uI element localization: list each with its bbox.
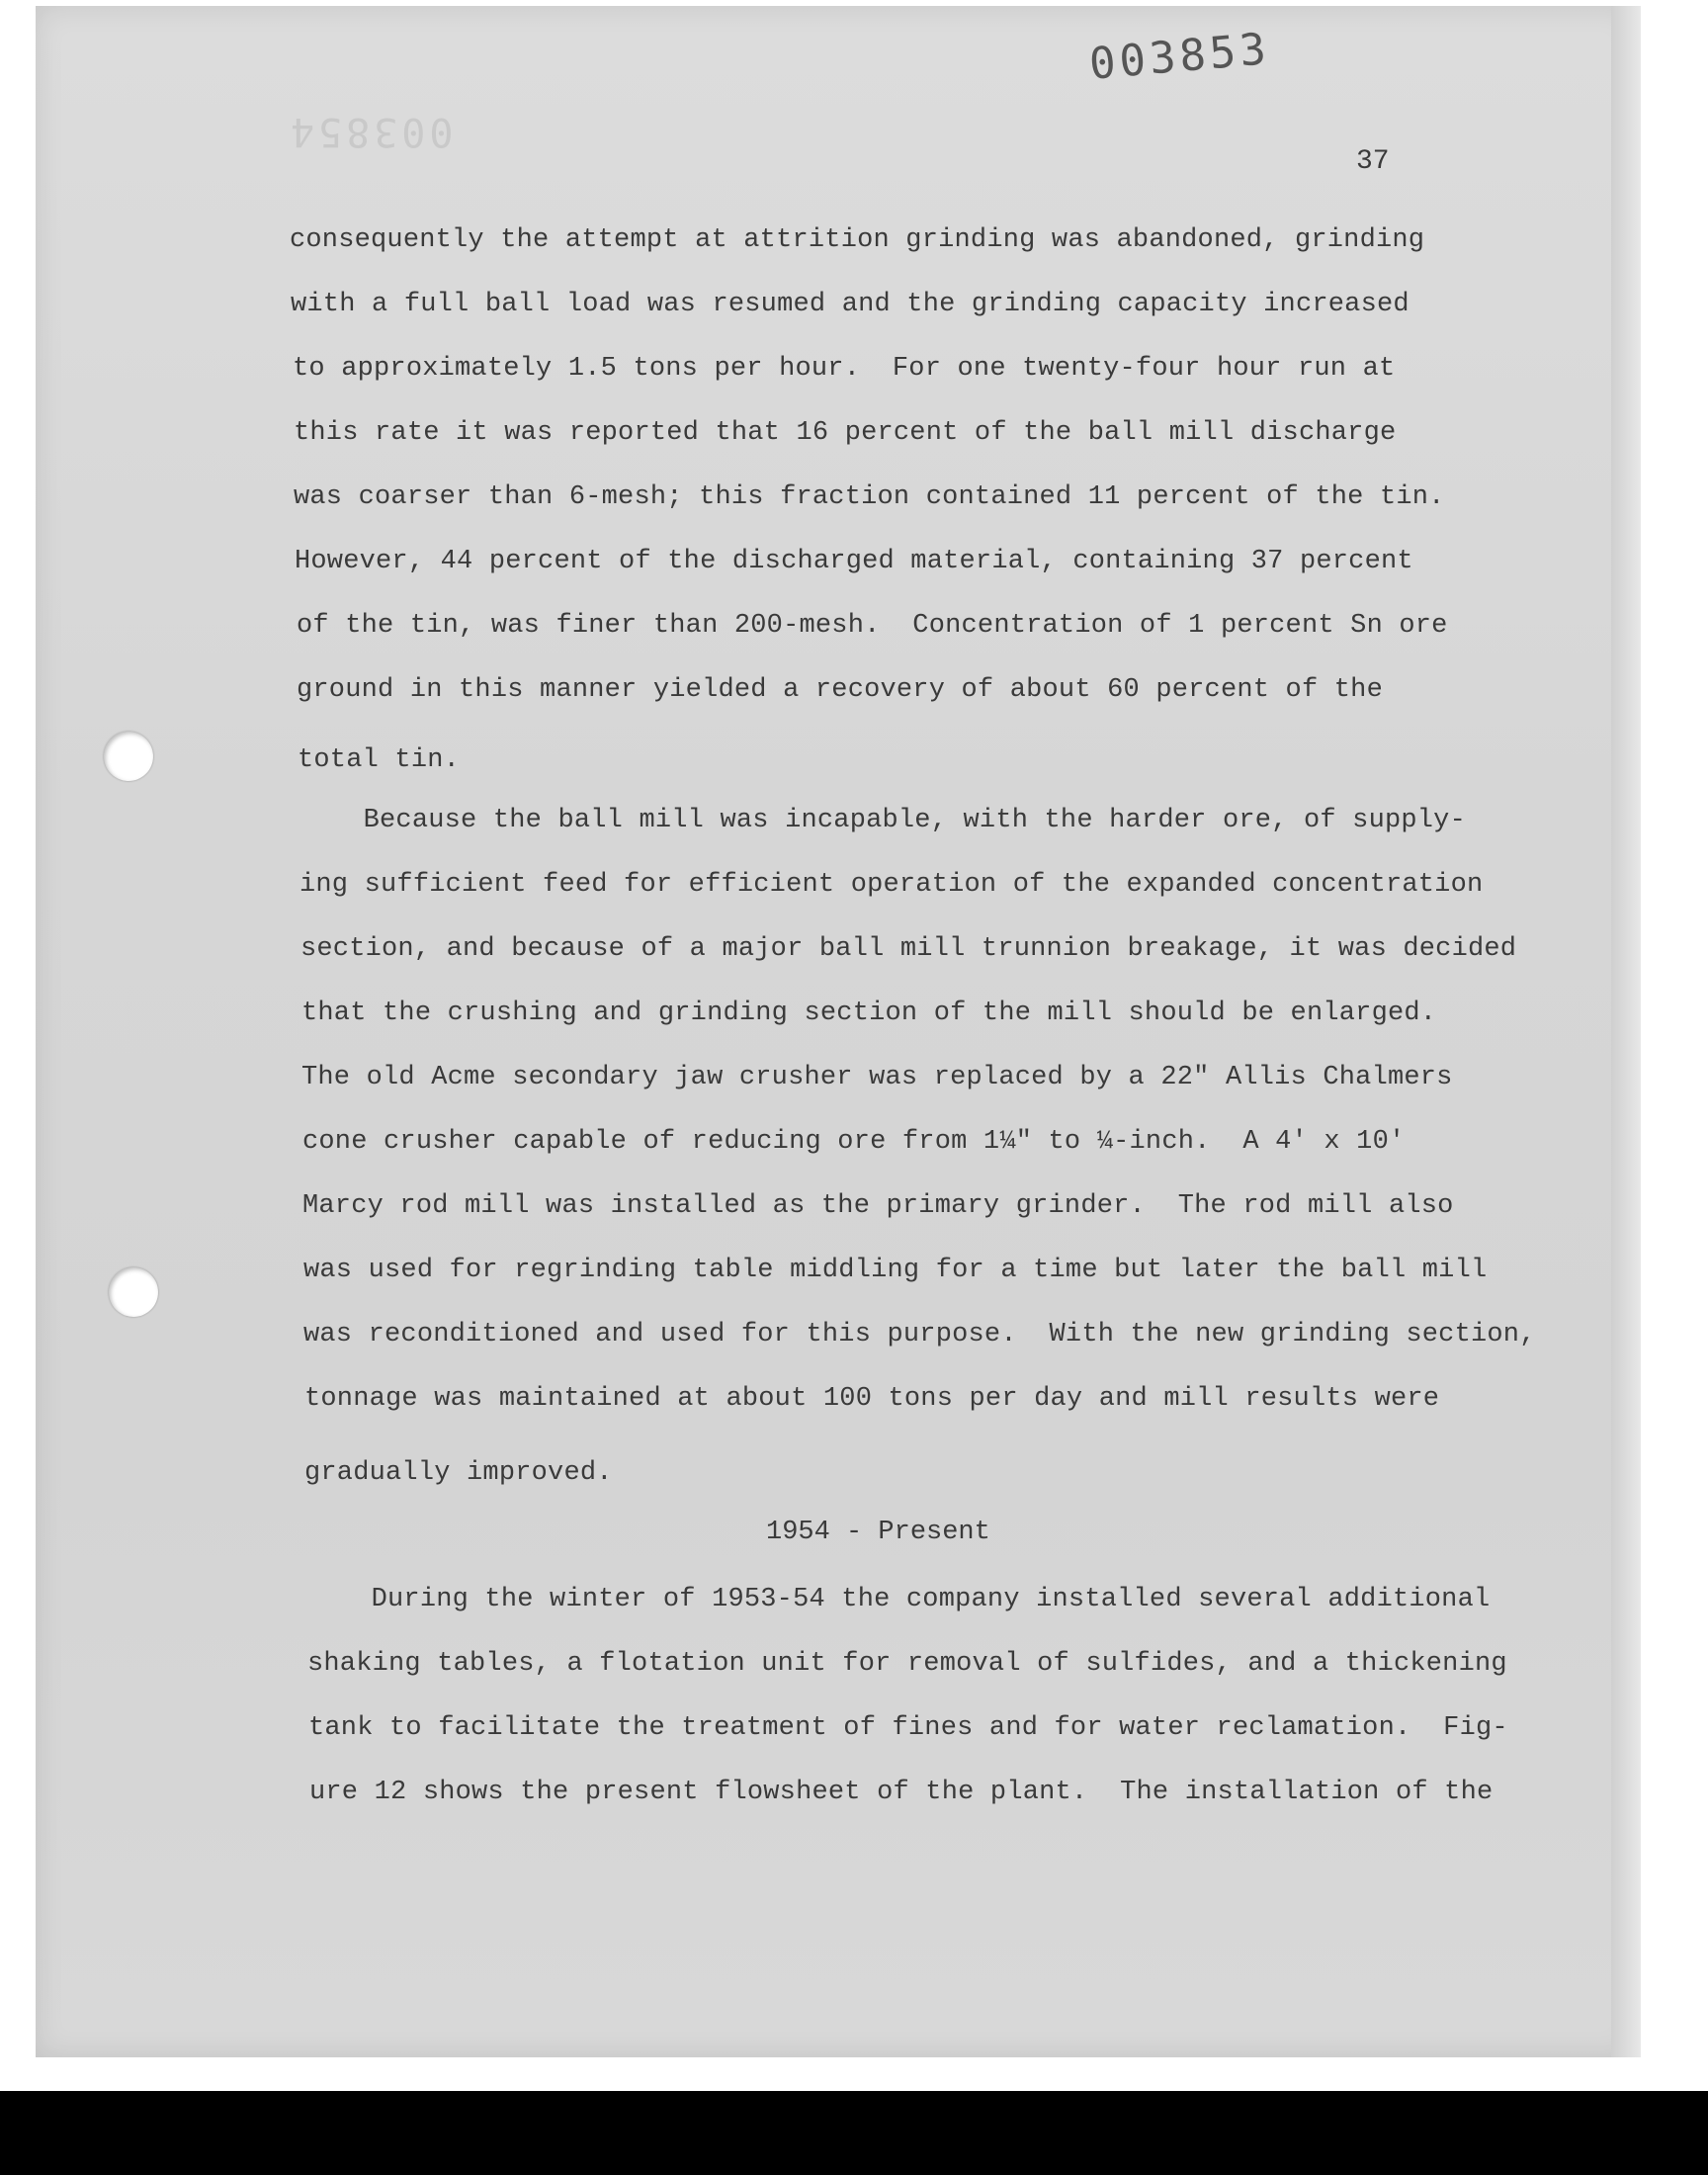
paragraph-2-line: section, and because of a major ball mill trunnion breakage, it was decided	[300, 934, 1517, 964]
paragraph-1-line: this rate it was reported that 16 percent of the ball mill discharge	[294, 418, 1397, 448]
paper-edge	[1611, 6, 1641, 2057]
paragraph-2-line: gradually improved.	[304, 1458, 613, 1488]
paragraph-2-line: Because the ball mill was incapable, with the harder ore, of supply-	[299, 806, 1466, 835]
bleed-through-stamp: 003854	[287, 109, 454, 154]
paragraph-1-line: was coarser than 6-mesh; this fraction contained 11 percent of the tin.	[294, 482, 1445, 512]
paragraph-2-line: was used for regrinding table middling for a time but later the ball mill	[303, 1256, 1488, 1285]
paragraph-1-line: ground in this manner yielded a recovery of about 60 percent of the	[297, 675, 1383, 705]
paragraph-2-line: Marcy rod mill was installed as the primary grinder. The rod mill also	[302, 1191, 1454, 1221]
paragraph-1-line: However, 44 percent of the discharged material, containing 37 percent	[295, 547, 1413, 576]
paragraph-3-line: ure 12 shows the present flowsheet of the plant. The installation of the	[309, 1778, 1494, 1807]
paragraph-3-line: During the winter of 1953-54 the company installed several additional	[306, 1585, 1491, 1614]
paragraph-1-line: total tin.	[298, 745, 461, 775]
punch-hole-top	[104, 732, 153, 781]
paragraph-1-line: to approximately 1.5 tons per hour. For one twenty-four hour run at	[293, 354, 1396, 384]
page-number: 37	[1356, 146, 1390, 177]
section-heading: 1954 - Present	[766, 1518, 990, 1547]
document-number-stamp: 003853	[1087, 24, 1272, 90]
paragraph-2-line: tonnage was maintained at about 100 tons per day and mill results were	[304, 1384, 1440, 1414]
paragraph-3-line: tank to facilitate the treatment of fines and for water reclamation. Fig-	[308, 1713, 1508, 1743]
scanner-bottom-band	[0, 2091, 1708, 2175]
paragraph-2-line: cone crusher capable of reducing ore from 1¼" to ¼-inch. A 4' x 10'	[302, 1127, 1406, 1157]
paragraph-2-line: was reconditioned and used for this purpose. With the new grinding section,	[303, 1320, 1536, 1349]
paragraph-2-line: ing sufficient feed for efficient operation of the expanded concentration	[299, 870, 1484, 900]
paragraph-2-line: that the crushing and grinding section of the mill should be enlarged.	[301, 999, 1437, 1028]
paragraph-2-line: The old Acme secondary jaw crusher was replaced by a 22" Allis Chalmers	[301, 1063, 1453, 1092]
paragraph-1-line: consequently the attempt at attrition grinding was abandoned, grinding	[290, 225, 1425, 255]
paragraph-3-line: shaking tables, a flotation unit for removal of sulfides, and a thickening	[307, 1649, 1507, 1679]
punch-hole-bottom	[109, 1267, 158, 1317]
paragraph-1-line: of the tin, was finer than 200-mesh. Concentration of 1 percent Sn ore	[297, 611, 1448, 641]
paragraph-1-line: with a full ball load was resumed and the grinding capacity increased	[291, 290, 1409, 319]
